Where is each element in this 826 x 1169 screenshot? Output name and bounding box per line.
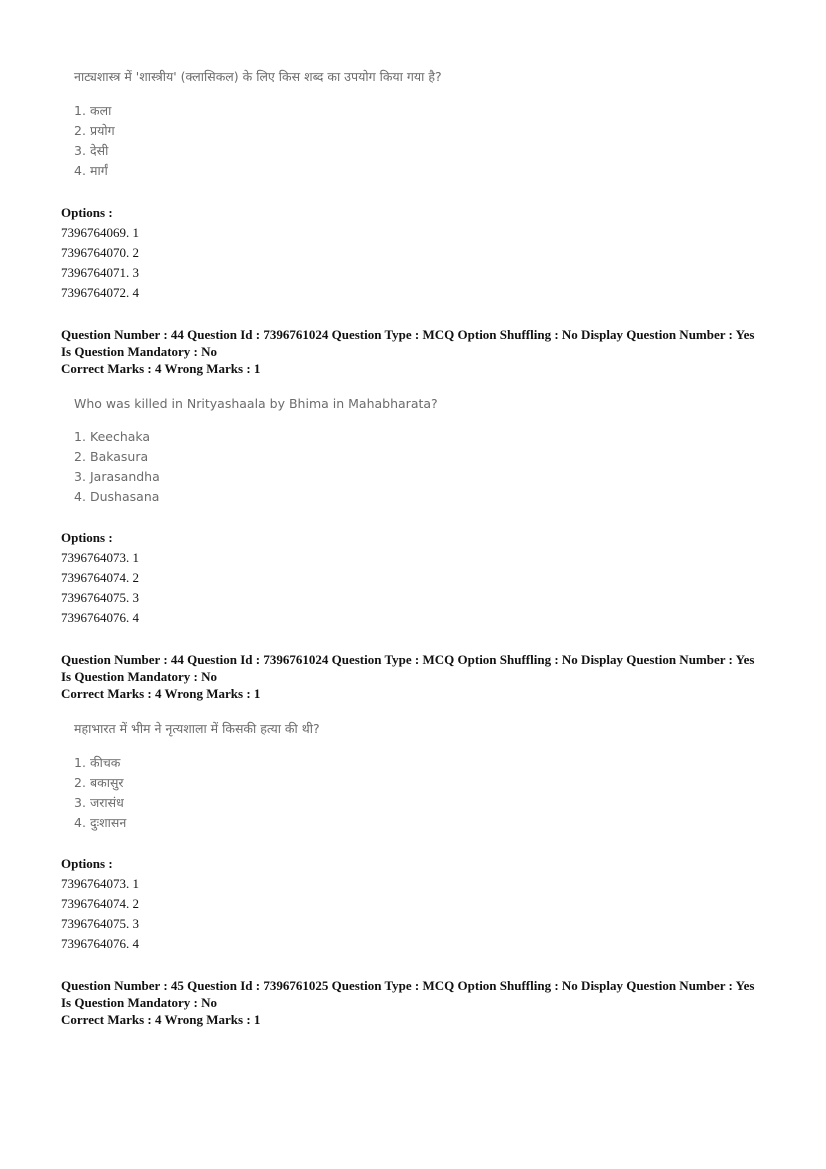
choice-item: 1. कला (74, 103, 112, 118)
question-text: नाट्यशास्त्र में 'शास्त्रीय' (क्लासिकल) के लिए किस शब्द का उपयोग किया गया है? (74, 69, 442, 84)
choice-item: 2. बकासुर (74, 775, 124, 790)
choice-item: 3. Jarasandha (74, 469, 160, 484)
options-heading: Options : (61, 856, 113, 871)
choice-list (74, 101, 442, 181)
question-text: Who was killed in Nrityashaala by Bhima in Mahabharata? (74, 396, 438, 411)
question-text: महाभारत में भीम ने नृत्यशाला में किसकी हत्या की थी? (74, 721, 320, 736)
question-image-hindi-natyashastra (74, 68, 442, 181)
choice-item: 3. जरासंध (74, 795, 124, 810)
question-marks: Correct Marks : 4 Wrong Marks : 1 (61, 686, 261, 701)
question-meta (61, 978, 773, 1028)
options-heading: Options : (61, 205, 113, 220)
option-row: 7396764076. 4 (61, 936, 139, 951)
choice-item: 4. दुःशासन (74, 815, 127, 830)
question-mandatory: Is Question Mandatory : No (61, 669, 218, 684)
question-meta (61, 652, 773, 702)
options-block (61, 203, 139, 303)
choice-list (74, 753, 320, 833)
question-mandatory: Is Question Mandatory : No (61, 344, 218, 359)
question-image-english (74, 396, 438, 507)
option-row: 7396764076. 4 (61, 610, 139, 625)
question-mandatory: Is Question Mandatory : No (61, 995, 218, 1010)
choice-item: 1. Keechaka (74, 429, 151, 444)
choice-item: 2. Bakasura (74, 449, 149, 464)
question-image-hindi (74, 720, 320, 833)
option-row: 7396764073. 1 (61, 876, 139, 891)
option-row: 7396764074. 2 (61, 570, 139, 585)
option-row: 7396764075. 3 (61, 590, 139, 605)
option-row: 7396764075. 3 (61, 916, 139, 931)
choice-item: 2. प्रयोग (74, 123, 115, 138)
option-row: 7396764071. 3 (61, 265, 139, 280)
question-marks: Correct Marks : 4 Wrong Marks : 1 (61, 1012, 261, 1027)
options-block (61, 854, 139, 954)
option-row: 7396764069. 1 (61, 225, 139, 240)
option-row: 7396764072. 4 (61, 285, 139, 300)
option-row: 7396764070. 2 (61, 245, 139, 260)
question-meta-line: Question Number : 45 Question Id : 7396761025 Question Type : MCQ Option Shuffling : No Display Question Number : Yes (61, 978, 755, 993)
option-row: 7396764073. 1 (61, 550, 139, 565)
question-meta-line: Question Number : 44 Question Id : 7396761024 Question Type : MCQ Option Shuffling : No Display Question Number : Yes (61, 652, 755, 667)
choice-list (74, 427, 438, 507)
option-row: 7396764074. 2 (61, 896, 139, 911)
question-meta-line: Question Number : 44 Question Id : 7396761024 Question Type : MCQ Option Shuffling : No Display Question Number : Yes (61, 327, 755, 342)
question-meta (61, 327, 773, 377)
choice-item: 1. कीचक (74, 755, 121, 770)
choice-item: 4. मार्गं (74, 163, 108, 178)
choice-item: 3. देसी (74, 143, 109, 158)
choice-item: 4. Dushasana (74, 489, 160, 504)
question-marks: Correct Marks : 4 Wrong Marks : 1 (61, 361, 261, 376)
options-heading: Options : (61, 530, 113, 545)
options-block (61, 528, 139, 628)
